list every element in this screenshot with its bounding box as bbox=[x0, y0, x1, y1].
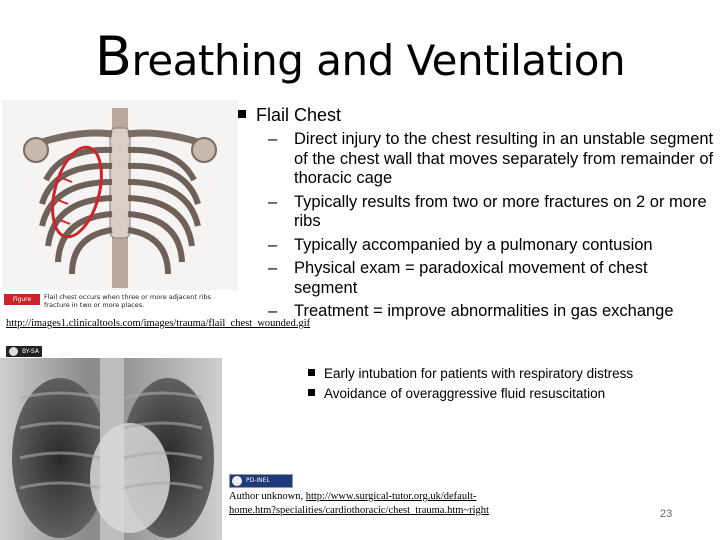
pd-license-label: PD-INEL bbox=[246, 477, 270, 484]
title-rest: reathing and Ventilation bbox=[131, 36, 626, 85]
main-bullet-flail-chest bbox=[238, 104, 341, 126]
slide-title bbox=[0, 25, 720, 88]
author-source-link[interactable]: http://www.surgical-tutor.org.uk/default-home.htm?specialities/cardiothoracic/chest_trauma.htm~right bbox=[229, 491, 489, 516]
cc-icon bbox=[9, 347, 18, 356]
subsub-bullet bbox=[308, 364, 633, 384]
page-number: 23 bbox=[660, 508, 673, 520]
figure-source-link[interactable]: http://images1.clinicaltools.com/images/trauma/flail_chest_wounded.gif bbox=[6, 318, 311, 329]
subsub-bullet-text: Early intubation for patients with respiratory distress bbox=[324, 366, 634, 381]
xray-graphic bbox=[0, 358, 222, 540]
flail-chest-illustration bbox=[2, 100, 238, 312]
sub-bullet-list bbox=[268, 130, 714, 326]
sub-bullet: – Direct injury to the chest resulting in an unstable segment of the chest wall that moves separately from remainder of thoracic cage bbox=[268, 130, 714, 189]
title-initial: B bbox=[94, 25, 132, 88]
sub-bullet: – Typically accompanied by a pulmonary contusion bbox=[268, 236, 714, 256]
figure-caption-block bbox=[2, 290, 238, 312]
figure-caption: Flail chest occurs when three or more adjacent ribs fracture in two or more places. bbox=[44, 293, 211, 309]
square-bullet-icon bbox=[238, 110, 246, 118]
ribcage-image bbox=[2, 100, 238, 290]
subsub-bullet bbox=[308, 384, 633, 404]
main-bullet-text: Flail Chest bbox=[256, 105, 342, 125]
pd-license-badge bbox=[229, 474, 293, 488]
square-bullet-icon bbox=[308, 389, 315, 396]
chest-xray-image bbox=[0, 358, 222, 540]
square-bullet-icon bbox=[308, 369, 315, 376]
cc-license-label: BY-SA bbox=[22, 348, 39, 355]
figure-badge: Figure bbox=[4, 294, 40, 305]
subsub-bullet-list bbox=[308, 364, 633, 404]
pd-icon bbox=[232, 476, 242, 486]
sub-bullet: – Typically results from two or more fractures on 2 or more ribs bbox=[268, 193, 714, 232]
sub-bullet: – Treatment = improve abnormalities in gas exchange bbox=[268, 302, 714, 322]
cc-license-badge bbox=[6, 346, 42, 357]
author-prefix: Author unknown, bbox=[229, 491, 306, 502]
subsub-bullet-text: Avoidance of overaggressive fluid resuscitation bbox=[324, 386, 606, 401]
sub-bullet: – Physical exam = paradoxical movement of chest segment bbox=[268, 259, 714, 298]
author-attribution bbox=[229, 490, 489, 540]
